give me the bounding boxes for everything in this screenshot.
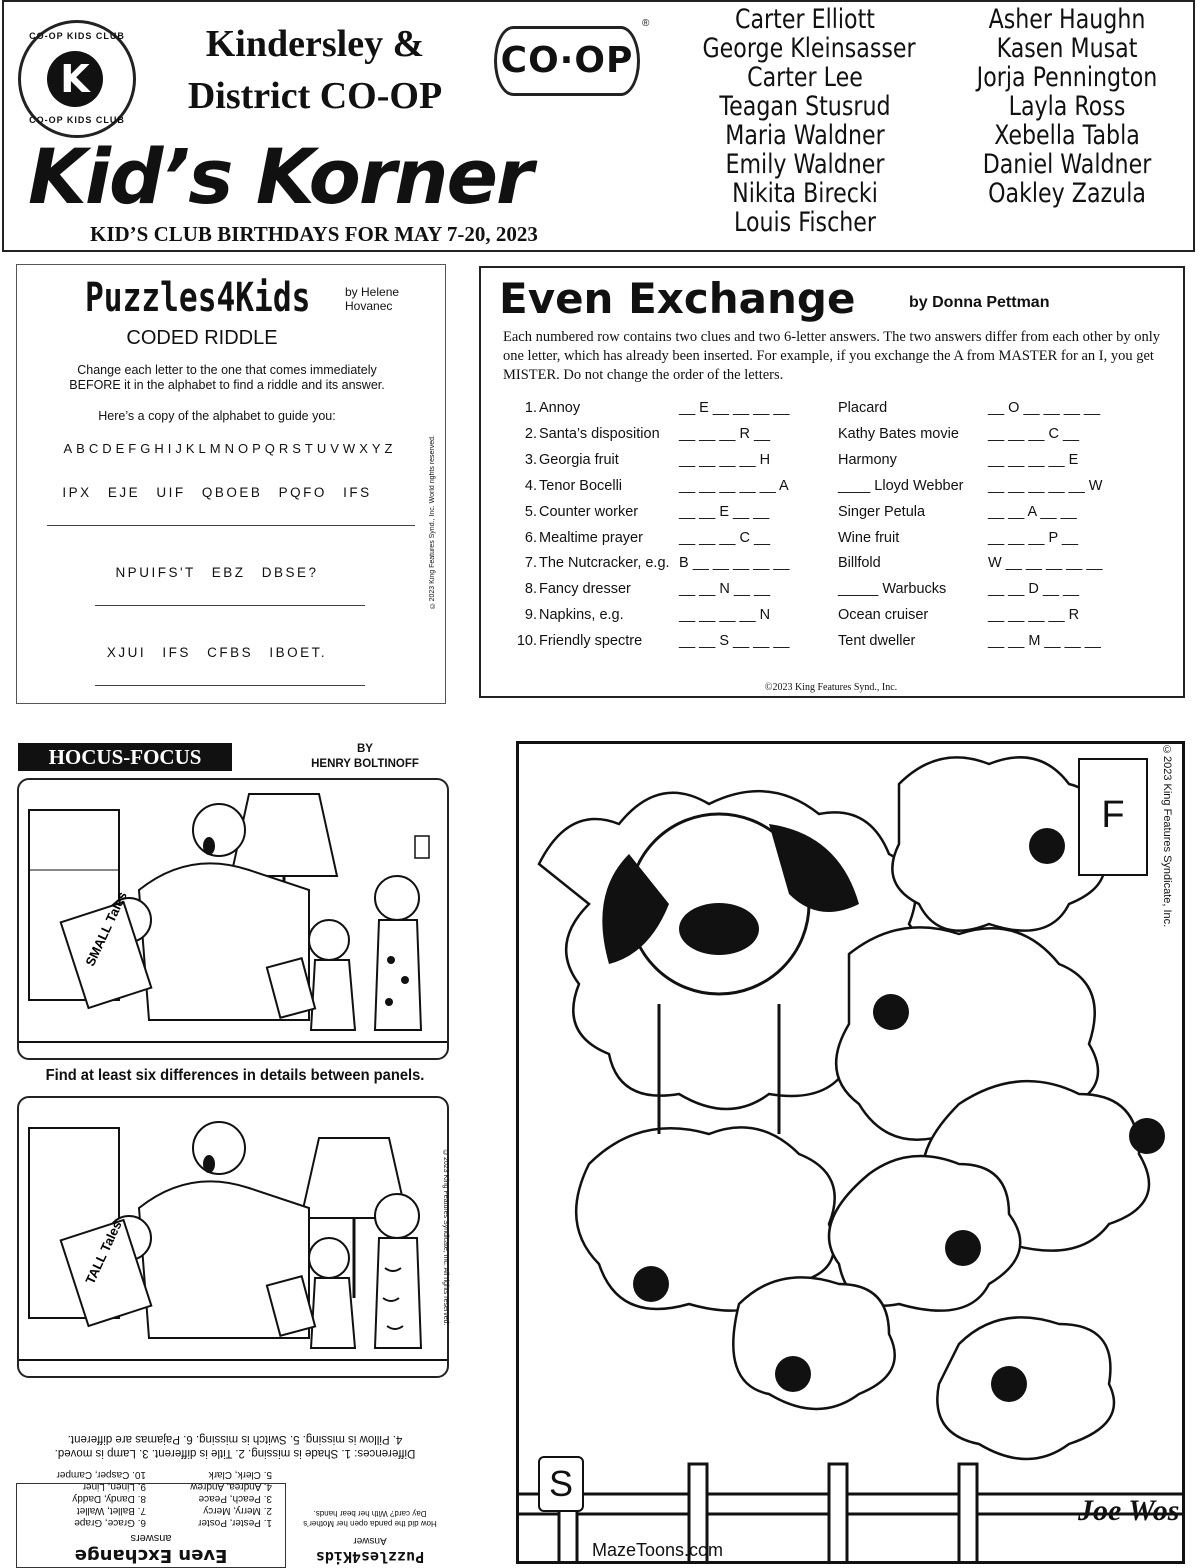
row-answer-2: W __ __ __ __ __ xyxy=(988,555,1103,572)
puzzles4kids-title: Puzzles4Kids xyxy=(85,275,311,321)
answer-row: 9. Linen, Liner xyxy=(82,1481,146,1492)
row-answer-2: __ __ __ P __ xyxy=(988,529,1079,546)
answer-row: 2. Merry, Mercy xyxy=(203,1505,272,1516)
row-answer-2: __ __ A __ __ xyxy=(988,503,1077,520)
puzzles4kids-box xyxy=(16,264,446,704)
birthday-name: Layla Ross xyxy=(1008,91,1126,122)
row-clue-1: Santa’s disposition xyxy=(539,425,660,442)
birthday-name: Oakley Zazula xyxy=(988,178,1146,209)
row-clue-2: Tent dweller xyxy=(838,633,916,650)
hocus-focus-label: HOCUS-FOCUS xyxy=(18,743,232,771)
row-answer-2: __ __ __ __ E xyxy=(988,451,1079,468)
row-clue-1: Mealtime prayer xyxy=(539,529,643,546)
answer-row: 4. Andrea, Andrew xyxy=(190,1481,272,1492)
row-clue-1: Fancy dresser xyxy=(539,581,631,598)
org-name-line2: District CO-OP xyxy=(187,75,443,117)
coded-line-1: IPX EJE UIF QBOEB PQFO IFS xyxy=(62,485,372,500)
maze-start-sign: S xyxy=(538,1456,584,1512)
row-answer-2: __ O __ __ __ __ xyxy=(988,400,1101,416)
birthday-name: Nikita Birecki xyxy=(732,178,878,209)
row-clue-2: Ocean cruiser xyxy=(838,607,929,624)
row-answer-1: __ __ N __ __ xyxy=(679,581,771,598)
row-clue-2: Placard xyxy=(838,400,888,416)
coop-logo: CO·OP xyxy=(494,26,640,96)
row-clue-2: Wine fruit xyxy=(838,529,900,546)
logo-letter: K xyxy=(47,51,103,107)
answer-row: 8. Dandy, Daddy xyxy=(72,1493,146,1504)
maze-url: MazeToons.com xyxy=(592,1540,724,1560)
answer-p4k-title: Puzzles4Kids xyxy=(315,1548,425,1566)
row-number: 3. xyxy=(524,451,537,468)
even-exchange-byline: by Donna Pettman xyxy=(909,294,1050,311)
row-answer-1: __ __ S __ __ __ xyxy=(679,633,790,650)
org-name-line1: Kindersley & xyxy=(205,23,425,65)
answers-right-col xyxy=(26,1469,146,1568)
org-name xyxy=(150,18,480,122)
answer-row: 10. Casper, Camper xyxy=(56,1469,146,1480)
even-exchange-title: Even Exchange xyxy=(499,274,856,323)
row-number: 8. xyxy=(524,581,537,598)
answer-line xyxy=(47,525,415,526)
row-clue-2: Singer Petula xyxy=(838,503,926,520)
birthday-name: Asher Haughn xyxy=(988,4,1146,35)
row-answer-2: __ __ __ C __ xyxy=(988,425,1080,442)
row-clue-1: Friendly spectre xyxy=(539,633,643,650)
hocus-focus-instructions: Find at least six differences in details between panels. xyxy=(45,1067,425,1084)
puzzles4kids-copyright: ©2023 King Features Synd., Inc. World rights reserved. xyxy=(429,435,436,609)
even-exchange-row xyxy=(481,452,1181,478)
book-title-top: SMALL Tales xyxy=(82,889,130,969)
birthday-names-right xyxy=(942,5,1192,208)
birthday-name: Kasen Musat xyxy=(996,33,1138,64)
row-clue-1: Counter worker xyxy=(539,503,639,520)
row-number: 6. xyxy=(524,529,537,546)
row-number: 10. xyxy=(516,633,537,650)
even-exchange-row xyxy=(481,400,1181,426)
even-exchange-row xyxy=(481,504,1181,530)
hocus-focus-panel-top xyxy=(17,778,449,1060)
even-exchange-row xyxy=(481,555,1181,581)
hocus-focus-answer xyxy=(20,1432,450,1460)
row-answer-1: B __ __ __ __ __ xyxy=(679,555,790,572)
living-room-illustration-variant xyxy=(19,1098,449,1378)
row-clue-1: Georgia fruit xyxy=(539,451,619,468)
answers-subtitle: answers xyxy=(130,1532,172,1544)
row-answer-1: __ __ __ R __ xyxy=(679,425,771,442)
even-exchange-copyright: ©2023 King Features Synd., Inc. xyxy=(764,682,898,693)
answer-row: 6. Grace, Grape xyxy=(74,1517,146,1528)
even-exchange-row xyxy=(481,607,1181,633)
coded-line-2: NPUIFS'T EBZ DBSE? xyxy=(115,565,319,580)
answers-title: Even Exchange xyxy=(74,1545,228,1566)
answer-line xyxy=(95,685,365,686)
birthday-name: Emily Waldner xyxy=(725,149,885,180)
even-exchange-intro: Each numbered row contains two clues and two 6-letter answers. The two answers differ from each other by only one letter, which has already been inserted. For example, if you exchange the A from MASTER for an I, you get MISTER. Do not change the order of the letters. xyxy=(503,329,1160,383)
puzzles4kids-subtitle: CODED RIDDLE xyxy=(126,327,278,349)
answer-row: 3. Peach, Peace xyxy=(198,1493,272,1504)
even-exchange-row xyxy=(481,530,1181,556)
living-room-illustration xyxy=(19,780,449,1060)
row-answer-1: __ __ __ __ H xyxy=(679,451,771,468)
hocus-focus-copyright: ©2023 King Features Syndicate, Inc. All rights reserved. xyxy=(442,1150,449,1326)
row-number: 4. xyxy=(524,477,537,494)
row-answer-1: __ E __ __ __ __ xyxy=(679,400,790,416)
row-answer-2: __ __ M __ __ __ xyxy=(988,633,1101,650)
hocus-focus-byline xyxy=(300,742,430,772)
answer-row: 5. Clerk, Clark xyxy=(208,1469,272,1480)
hocus-focus-author: HENRY BOLTINOFF xyxy=(311,758,419,770)
answer-p4k-text: How did the panda open her Mother’s Day card? With her bear hands. xyxy=(303,1509,437,1528)
artist-signature: Joe Wos xyxy=(1078,1494,1180,1527)
answers-left-col xyxy=(152,1469,272,1568)
row-answer-1: __ __ __ __ N xyxy=(679,607,771,624)
birthday-name: Jorja Pennington xyxy=(976,62,1158,93)
puzzles4kids-answer xyxy=(300,1488,440,1568)
even-exchange-row xyxy=(481,426,1181,452)
puzzles4kids-guide: Here’s a copy of the alphabet to guide you: xyxy=(98,409,336,423)
birthday-name: Daniel Waldner xyxy=(982,149,1152,180)
row-answer-1: __ __ __ __ __ A xyxy=(679,477,789,494)
birthday-names-left xyxy=(680,5,930,237)
logo-ring-top: CO-OP KIDS CLUB xyxy=(29,31,125,41)
row-number: 2. xyxy=(524,425,537,442)
row-answer-1: __ __ E __ __ xyxy=(679,503,770,520)
birthday-name: Maria Waldner xyxy=(725,120,885,151)
row-number: 1. xyxy=(524,400,537,416)
hocus-focus-answer-line-2: 4. Pillow is missing. 5. Switch is missing. 6. Pajamas are different. xyxy=(67,1433,403,1445)
row-answer-2: __ __ __ __ __ W xyxy=(988,477,1103,494)
row-clue-1: The Nutcracker, e.g. xyxy=(539,555,670,572)
row-number: 7. xyxy=(524,555,537,572)
book-title-bottom: TALL Tales xyxy=(82,1218,125,1287)
puzzles4kids-byline: by Helene Hovanec xyxy=(345,285,400,313)
even-exchange-row xyxy=(481,581,1181,607)
even-exchange-box xyxy=(479,266,1185,698)
even-exchange-answers xyxy=(16,1469,286,1568)
coded-line-3: XJUI IFS CFBS IBOET. xyxy=(106,645,328,660)
birthday-name: Carter Elliott xyxy=(735,4,875,35)
maze-copyright: ©2023 King Features Syndicate, Inc. xyxy=(1161,744,1173,928)
row-number: 5. xyxy=(524,503,537,520)
hocus-focus-panel-bottom xyxy=(17,1096,449,1378)
answer-row: 1. Pester, Poster xyxy=(198,1517,272,1528)
row-clue-1: Tenor Bocelli xyxy=(539,477,623,494)
row-clue-2: Harmony xyxy=(838,451,897,468)
answer-p4k-subtitle: Answer xyxy=(353,1535,387,1546)
answer-row: 7. Ballet, Wallet xyxy=(76,1505,146,1516)
registered-mark: ® xyxy=(642,18,650,29)
birthday-name: George Kleinsasser xyxy=(702,33,916,64)
maze-finish-sign: F xyxy=(1078,758,1148,876)
birthday-name: Louis Fischer xyxy=(734,207,876,238)
alphabet-guide: ABCDEFGHIJKLMNOPQRSTUVWXYZ xyxy=(63,441,397,456)
row-answer-2: __ __ __ __ R xyxy=(988,607,1080,624)
row-clue-2: Kathy Bates movie xyxy=(838,425,959,442)
birthday-name: Teagan Stusrud xyxy=(719,91,891,122)
hocus-focus-answer-line-1: Differences: 1. Shade is missing. 2. Title is different. 3. Lamp is moved. xyxy=(54,1447,416,1459)
puzzles4kids-instructions: Change each letter to the one that comes immediately BEFORE it in the alphabet to find a riddle and its answer. xyxy=(69,363,385,392)
birthday-name: Xebella Tabla xyxy=(994,120,1140,151)
even-exchange-row xyxy=(481,478,1181,504)
birthday-name: Carter Lee xyxy=(747,62,863,93)
page-subtitle: KID’S CLUB BIRTHDAYS FOR MAY 7-20, 2023 xyxy=(90,222,538,246)
row-answer-2: __ __ D __ __ xyxy=(988,581,1080,598)
row-answer-1: __ __ __ C __ xyxy=(679,529,771,546)
row-clue-1: Napkins, e.g. xyxy=(539,607,624,624)
row-clue-2: ____ Lloyd Webber xyxy=(838,477,964,494)
page-title: Kid’s Korner xyxy=(28,132,532,221)
logo-ring-bottom: CO-OP KIDS CLUB xyxy=(29,115,125,125)
answer-line xyxy=(95,605,365,606)
row-clue-2: Billfold xyxy=(838,555,881,572)
row-number: 9. xyxy=(524,607,537,624)
kids-club-logo xyxy=(18,20,136,138)
row-clue-2: _____ Warbucks xyxy=(838,581,947,598)
row-clue-1: Annoy xyxy=(539,400,581,416)
even-exchange-row xyxy=(481,633,1181,659)
hocus-focus-by: BY xyxy=(357,743,373,755)
